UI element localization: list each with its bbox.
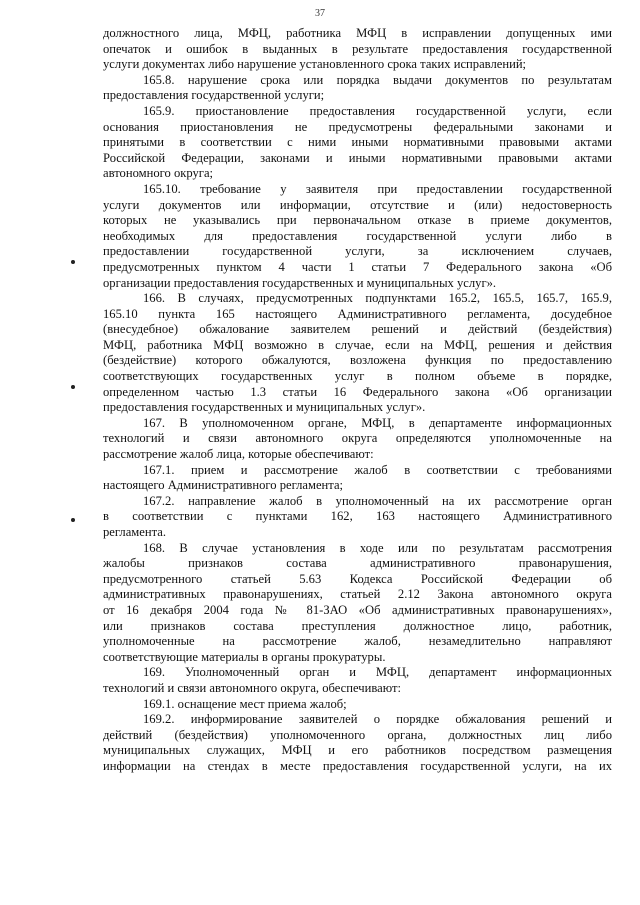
text-line: Российской Федерации, законами и иными нормативными правовыми актами <box>103 150 612 165</box>
text-line: определенном частью 1.3 статьи 16 Федерального закона «Об организации <box>103 384 612 399</box>
text-line: 167.2. направление жалоб в уполномоченный на их рассмотрение орган <box>143 493 612 508</box>
text-line: необходимых для предоставления государственной услуги либо в <box>103 228 612 243</box>
text-line: 167.1. прием и рассмотрение жалоб в соответствии с требованиями <box>143 462 612 477</box>
text-line: 167. В уполномоченном органе, МФЦ, в департаменте информационных <box>143 415 612 430</box>
margin-mark <box>71 260 75 264</box>
text-line: 165.9. приостановление предоставления государственной услуги, если <box>143 103 612 118</box>
text-line: услуги документах либо нарушение установленного срока таких исправлений; <box>103 57 527 72</box>
text-line: настоящего Административного регламента; <box>103 478 344 493</box>
margin-mark <box>71 518 75 522</box>
text-line: 165.10. требование у заявителя при предоставлении государственной <box>143 181 612 196</box>
text-line: уполномоченные на рассмотрение жалоб, незамедлительно направляют <box>103 634 612 649</box>
text-line: предоставления государственных и муниципальных услуг». <box>103 400 426 415</box>
text-line: соответствующих государственных услуг в полном объеме в порядке, <box>103 369 612 384</box>
text-line: 169.2. информирование заявителей о порядке обжалования решений и <box>143 712 612 727</box>
text-line: автономного округа; <box>103 166 214 181</box>
text-line: соответствующие материалы в органы прокуратуры. <box>103 649 386 664</box>
margin-mark <box>71 385 75 389</box>
text-line: рассмотрение жалоб лица, которые обеспечивают: <box>103 447 374 462</box>
text-line: (внесудебное) обжалование заявителем решений и действий (бездействия) <box>103 322 612 337</box>
text-line: регламента. <box>103 525 166 539</box>
text-line: 169. Уполномоченный орган и МФЦ, департамент информационных <box>143 665 612 680</box>
text-line: действий (бездействия) уполномоченного органа, должностных лиц либо <box>103 727 612 742</box>
text-line: административных правонарушениях, статьей 2.12 Закона автономного округа <box>103 587 612 602</box>
text-line: муниципальных служащих, МФЦ и его работников посредством размещения <box>103 743 612 758</box>
text-line: 168. В случае установления в ходе или по результатам рассмотрения <box>143 540 612 555</box>
text-line: которых не указывались при первоначальном отказе в приеме документов, <box>103 213 612 228</box>
text-line: 169.1. оснащение мест приема жалоб; <box>143 696 347 711</box>
text-line: 165.10 пункта 165 настоящего Административного регламента, досудебное <box>103 306 612 321</box>
text-line: в соответствии с пунктами 162, 163 настоящего Административного <box>103 509 612 524</box>
page-number: 37 <box>315 8 325 19</box>
document-body <box>103 26 612 775</box>
text-line: предусмотренных пунктом 4 части 1 статьи 7 Федерального закона «Об <box>103 259 612 274</box>
text-line: предоставления государственной услуги; <box>103 88 325 103</box>
text-line: должностного лица, МФЦ, работника МФЦ в исправлении допущенных ими <box>103 26 612 40</box>
text-line: услуги документов или информации, отсутствие и (или) недостоверность <box>103 197 612 212</box>
text-line: МФЦ, работника МФЦ возможно в случае, если на МФЦ, решения и действия <box>103 337 612 352</box>
text-line: технологий и связи автономного округа определяются уполномоченные на <box>103 431 612 446</box>
text-line: опечаток и ошибок в выданных в результате предоставления государственной <box>103 41 612 56</box>
text-line: или признаков состава преступления должностное лицо, работник, <box>103 618 612 633</box>
text-line: 166. В случаях, предусмотренных подпунктами 165.2, 165.5, 165.7, 165.9, <box>143 291 612 306</box>
text-line: технологий и связи автономного округа, обеспечивают: <box>103 680 401 695</box>
text-line: жалобы признаков состава административного правонарушения, <box>103 556 612 571</box>
text-line: предоставлении государственной услуги, за исключением случаев, <box>103 244 612 259</box>
text-line: предусмотренного статьей 5.63 Кодекса Российской Федерации об <box>103 571 612 586</box>
text-line: организации предоставления государственных и муниципальных услуг». <box>103 275 497 290</box>
text-line: (бездействие) которого обжалуются, возложена функция по предоставлению <box>103 353 612 368</box>
text-line: 165.8. нарушение срока или порядка выдачи документов по результатам <box>143 72 612 87</box>
text-line: от 16 декабря 2004 года № 81-ЗАО «Об административных правонарушениях», <box>103 602 612 617</box>
text-line: основания приостановления не предусмотрены федеральными законами и <box>103 119 612 134</box>
text-line: информации на стендах в месте предоставления государственной услуги, на их <box>103 758 612 773</box>
text-line: принятыми в соответствии с ними иными нормативными правовыми актами <box>103 135 612 150</box>
